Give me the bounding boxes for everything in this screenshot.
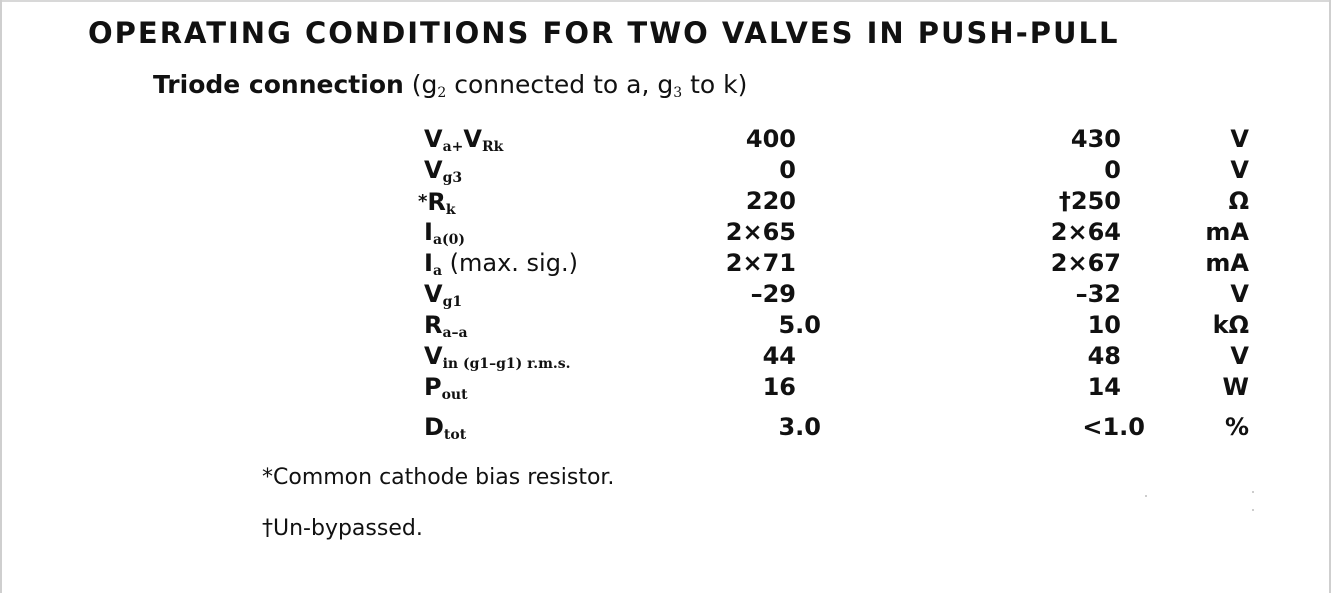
subtitle-bold: Triode connection (153, 70, 404, 99)
subtitle (153, 70, 747, 101)
table-row (0, 341, 1331, 372)
symbol-main: V (424, 280, 443, 308)
table-row (0, 310, 1331, 341)
symbol-main: I (424, 249, 433, 277)
row-symbol (424, 372, 468, 411)
value-col1: 220 (745, 187, 796, 215)
symbol-sub: out (441, 387, 468, 403)
symbol-main: I (424, 218, 433, 246)
table-row (0, 155, 1331, 186)
table-row (0, 372, 1331, 403)
symbol-main: V (424, 342, 443, 370)
value-col1: 2×65 (725, 218, 796, 246)
table-row (0, 412, 1331, 443)
subtitle-g3-sub: 3 (673, 85, 683, 101)
symbol-sub: a–a (442, 325, 468, 341)
scan-speck (1252, 491, 1254, 493)
footnote-unbypassed: †Un-bypassed. (262, 516, 423, 541)
unit: W (1222, 373, 1249, 401)
symbol-main: D (424, 413, 444, 441)
unit: V (1230, 342, 1249, 370)
symbol-sub-2: Rk (481, 139, 504, 155)
page-title: OPERATING CONDITIONS FOR TWO VALVES IN PUSH-PULL (88, 16, 1120, 50)
unit: mA (1205, 218, 1249, 246)
value-col1: 400 (745, 125, 796, 153)
table-row (0, 248, 1331, 279)
scan-speck (1252, 509, 1254, 511)
value-col2: 14 (1087, 373, 1121, 401)
value-col2: †250 (1058, 187, 1121, 215)
subtitle-mid: connected to a, g (446, 70, 674, 99)
symbol-main: R (427, 188, 446, 216)
value-col1: 3.0 (778, 413, 821, 441)
value-col2: 2×64 (1050, 218, 1121, 246)
subtitle-g2-sub: 2 (437, 85, 447, 101)
page-top-border (0, 0, 1331, 2)
symbol-sub: a+ (442, 139, 464, 155)
value-col2: 10 (1087, 311, 1121, 339)
value-col2: 48 (1087, 342, 1121, 370)
table-row (0, 217, 1331, 248)
unit: V (1230, 125, 1249, 153)
value-col1: 44 (762, 342, 796, 370)
row-symbol (424, 412, 466, 451)
unit: mA (1205, 249, 1249, 277)
value-col2: –32 (1075, 280, 1121, 308)
symbol-main: R (424, 311, 443, 339)
unit: kΩ (1212, 311, 1249, 339)
value-col1: 16 (762, 373, 796, 401)
value-col1: 5.0 (778, 311, 821, 339)
unit: V (1230, 280, 1249, 308)
unit: % (1224, 413, 1249, 441)
symbol-sub: g1 (442, 294, 463, 310)
symbol-sub: a(0) (432, 232, 465, 248)
unit: V (1230, 156, 1249, 184)
symbol-sub: a (432, 263, 443, 279)
symbol-main-2: V (463, 125, 482, 153)
unit: Ω (1228, 187, 1249, 215)
symbol-sub: tot (443, 427, 467, 443)
value-col2: <1.0 (1082, 413, 1145, 441)
symbol-suffix: (max. sig.) (442, 249, 578, 277)
symbol-sub: g3 (442, 170, 463, 186)
footnote-common-cathode: *Common cathode bias resistor. (262, 465, 615, 490)
table-row (0, 186, 1331, 217)
symbol-sub: in (g1–g1) r.m.s. (442, 356, 571, 372)
symbol-sub: k (445, 202, 456, 218)
subtitle-end: to k) (682, 70, 748, 99)
value-col2: 430 (1070, 125, 1121, 153)
value-col2: 2×67 (1050, 249, 1121, 277)
symbol-main: V (424, 156, 443, 184)
value-col1: 2×71 (725, 249, 796, 277)
table-row (0, 124, 1331, 155)
footnote-mark: * (418, 191, 428, 212)
value-col1: 0 (779, 156, 796, 184)
table-row (0, 279, 1331, 310)
symbol-main: V (424, 125, 443, 153)
value-col1: –29 (750, 280, 796, 308)
value-col2: 0 (1104, 156, 1121, 184)
symbol-main: P (424, 373, 442, 401)
scan-speck (1145, 495, 1147, 497)
subtitle-paren-open: (g (411, 70, 438, 99)
